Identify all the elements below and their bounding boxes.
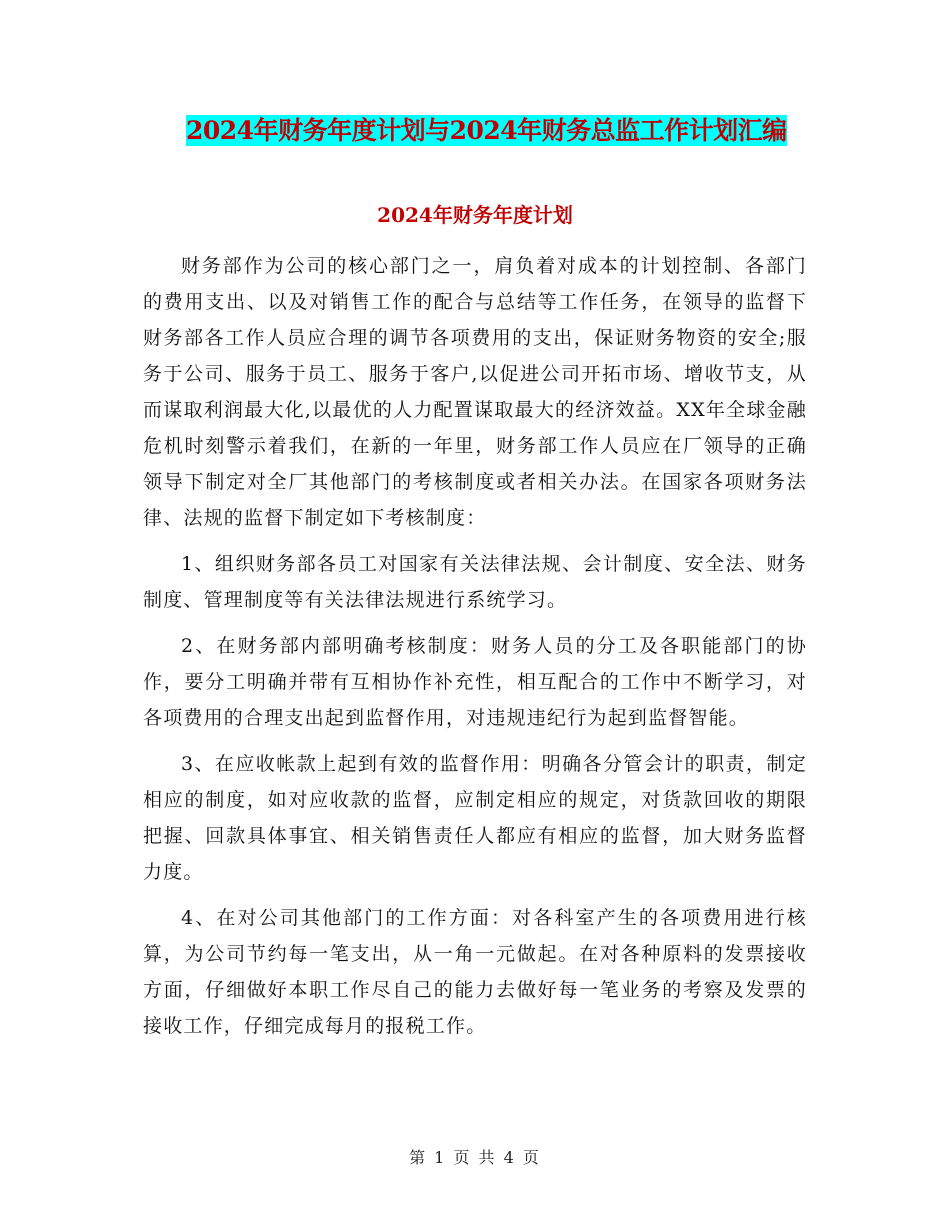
paragraph-item-3: 3、在应收帐款上起到有效的监督作用：明确各分管会计的职责，制定相应的制度，如对应收款的监督，应制定相应的规定，对货款回收的期限把握、回款具体事宜、相关销售责任人都应有相应的监督，加大财务监督力度。 <box>143 753 807 883</box>
section-title: 2024年财务年度计划 <box>377 203 573 227</box>
document-title-text: 2024年财务年度计划与2024年财务总监工作计划汇编 <box>186 116 787 145</box>
document-body <box>143 248 807 1054</box>
paragraph-item-1: 1、组织财务部各员工对国家有关法律法规、会计制度、安全法、财务制度、管理制度等有关法律法规进行系统学习。 <box>143 553 807 611</box>
page-number-footer: 第 1 页 共 4 页 <box>409 1148 541 1167</box>
paragraph-item-4: 4、在对公司其他部门的工作方面：对各科室产生的各项费用进行核算，为公司节约每一笔支出，从一角一元做起。在对各种原料的发票接收方面，仔细做好本职工作尽自己的能力去做好每一笔业务的考察及发票的接收工作，仔细完成每月的报税工作。 <box>143 907 807 1037</box>
document-title <box>186 114 787 148</box>
paragraph-intro: 财务部作为公司的核心部门之一，肩负着对成本的计划控制、各部门的费用支出、以及对销售工作的配合与总结等工作任务，在领导的监督下财务部各工作人员应合理的调节各项费用的支出，保证财务物资的安全;服务于公司、服务于员工、服务于客户,以促进公司开拓市场、增收节支，从而谋取利润最大化,以最优的人力配置谋取最大的经济效益。XX年全球金融危机时刻警示着我们，在新的一年里，财务部工作人员应在厂领导的正确领导下制定对全厂其他部门的考核制度或者相关办法。在国家各项财务法律、法规的监督下制定如下考核制度： <box>143 255 807 529</box>
paragraph-item-2: 2、在财务部内部明确考核制度：财务人员的分工及各职能部门的协作，要分工明确并带有互相协作补充性，相互配合的工作中不断学习，对各项费用的合理支出起到监督作用，对违规违纪行为起到监督智能。 <box>143 635 807 729</box>
